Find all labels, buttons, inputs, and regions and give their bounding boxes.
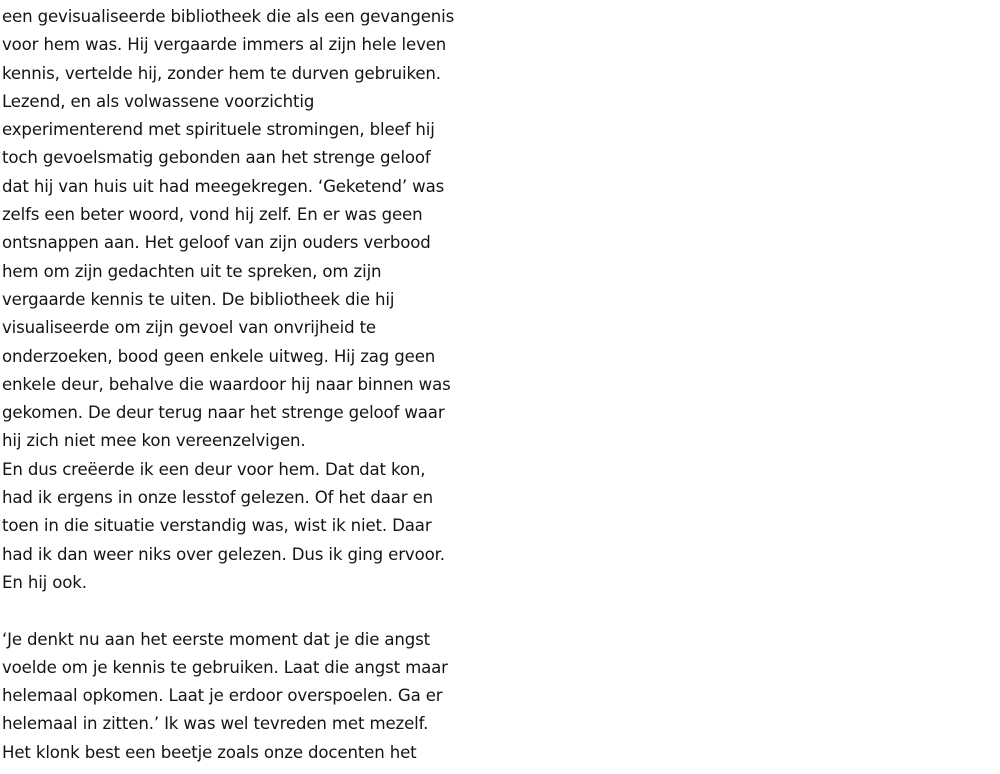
paragraph-spacer [2,597,482,625]
text-line: had ik ergens in onze lesstof gelezen. Of het daar en [2,488,434,508]
body-text [2,3,482,767]
text-line: toen in die situatie verstandig was, wist ik niet. Daar [2,516,432,536]
text-line: hij zich niet mee kon vereenzelvigen. [2,431,306,451]
text-line: Lezend, en als volwassene voorzichtig [2,91,315,111]
text-line: helemaal opkomen. Laat je erdoor overspoelen. Ga er [2,686,443,706]
text-line: een gevisualiseerde bibliotheek die als een gevangenis [2,7,455,26]
text-line: Het klonk best een beetje zoals onze docenten het [2,742,417,762]
paragraph [2,3,482,456]
text-line: kennis, vertelde hij, zonder hem te durven gebruiken. [2,63,441,83]
text-line: onderzoeken, bood geen enkele uitweg. Hij zag geen [2,346,436,366]
text-line: ontsnappen aan. Het geloof van zijn ouders verbood [2,233,431,253]
text-line: visualiseerde om zijn gevoel van onvrijheid te [2,318,376,338]
text-line: En hij ook. [2,572,87,592]
text-line: En dus creëerde ik een deur voor hem. Dat dat kon, [2,459,426,479]
text-line: voor hem was. Hij vergaarde immers al zijn hele leven [2,35,447,55]
text-line: experimenterend met spirituele stromingen, bleef hij [2,120,435,140]
text-line: toch gevoelsmatig gebonden aan het strenge geloof [2,148,431,168]
text-line: gekomen. De deur terug naar het strenge geloof waar [2,403,445,423]
text-line: dat hij van huis uit had meegekregen. ‘Geketend’ was [2,176,445,196]
text-line: ‘Je denkt nu aan het eerste moment dat je die angst [2,629,431,649]
text-line: vergaarde kennis te uiten. De bibliotheek die hij [2,289,395,309]
paragraph [2,626,482,767]
text-line: had ik dan weer niks over gelezen. Dus ik ging ervoor. [2,544,445,564]
text-line: helemaal in zitten.’ Ik was wel tevreden met mezelf. [2,714,429,734]
text-line: hem om zijn gedachten uit te spreken, om zijn [2,261,382,281]
text-line: voelde om je kennis te gebruiken. Laat die angst maar [2,657,448,677]
text-line: zelfs een beter woord, vond hij zelf. En er was geen [2,205,423,225]
text-line: enkele deur, behalve die waardoor hij naar binnen was [2,374,451,394]
paragraph [2,456,482,597]
